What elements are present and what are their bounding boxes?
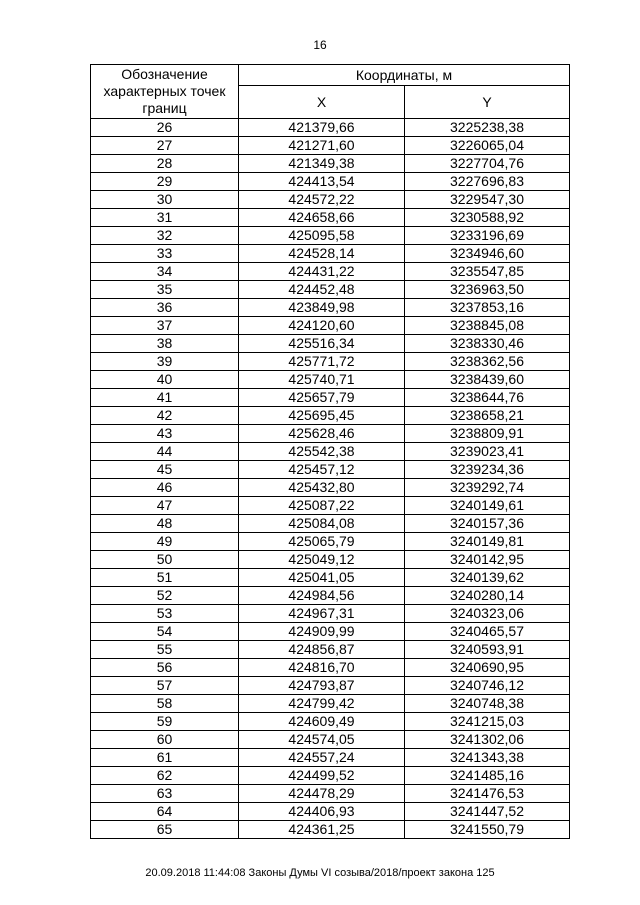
page-number: 16 bbox=[313, 38, 327, 52]
table-row bbox=[91, 407, 570, 425]
cell-y: 3227704,76 bbox=[405, 155, 570, 173]
cell-x: 425516,34 bbox=[239, 335, 405, 353]
table-row bbox=[91, 425, 570, 443]
cell-y: 3235547,85 bbox=[405, 263, 570, 281]
cell-x: 424361,25 bbox=[239, 821, 405, 839]
cell-x: 424799,42 bbox=[239, 695, 405, 713]
cell-x: 424406,93 bbox=[239, 803, 405, 821]
cell-x: 424572,22 bbox=[239, 191, 405, 209]
cell-y: 3229547,30 bbox=[405, 191, 570, 209]
cell-y: 3239292,74 bbox=[405, 479, 570, 497]
cell-y: 3240157,36 bbox=[405, 515, 570, 533]
cell-y: 3237853,16 bbox=[405, 299, 570, 317]
table-row bbox=[91, 227, 570, 245]
cell-point: 37 bbox=[91, 317, 239, 335]
table-row bbox=[91, 281, 570, 299]
cell-x: 425087,22 bbox=[239, 497, 405, 515]
table-row bbox=[91, 245, 570, 263]
table-row bbox=[91, 623, 570, 641]
cell-point: 46 bbox=[91, 479, 239, 497]
cell-x: 424120,60 bbox=[239, 317, 405, 335]
cell-x: 424967,31 bbox=[239, 605, 405, 623]
cell-y: 3241343,38 bbox=[405, 749, 570, 767]
cell-y: 3240149,81 bbox=[405, 533, 570, 551]
cell-point: 39 bbox=[91, 353, 239, 371]
cell-point: 44 bbox=[91, 443, 239, 461]
cell-y: 3241476,53 bbox=[405, 785, 570, 803]
table-row bbox=[91, 551, 570, 569]
cell-point: 63 bbox=[91, 785, 239, 803]
cell-point: 58 bbox=[91, 695, 239, 713]
cell-x: 421379,66 bbox=[239, 119, 405, 137]
cell-point: 47 bbox=[91, 497, 239, 515]
cell-point: 49 bbox=[91, 533, 239, 551]
table-row bbox=[91, 299, 570, 317]
cell-point: 50 bbox=[91, 551, 239, 569]
table-row bbox=[91, 443, 570, 461]
cell-y: 3226065,04 bbox=[405, 137, 570, 155]
cell-y: 3240139,62 bbox=[405, 569, 570, 587]
cell-y: 3238330,46 bbox=[405, 335, 570, 353]
table-row bbox=[91, 659, 570, 677]
cell-point: 62 bbox=[91, 767, 239, 785]
cell-x: 425542,38 bbox=[239, 443, 405, 461]
cell-x: 425432,80 bbox=[239, 479, 405, 497]
cell-y: 3241550,79 bbox=[405, 821, 570, 839]
cell-x: 424574,05 bbox=[239, 731, 405, 749]
cell-point: 54 bbox=[91, 623, 239, 641]
cell-x: 424413,54 bbox=[239, 173, 405, 191]
cell-point: 30 bbox=[91, 191, 239, 209]
cell-x: 424557,24 bbox=[239, 749, 405, 767]
cell-x: 424499,52 bbox=[239, 767, 405, 785]
cell-y: 3240746,12 bbox=[405, 677, 570, 695]
cell-y: 3241485,16 bbox=[405, 767, 570, 785]
table-body bbox=[91, 119, 570, 839]
table-row bbox=[91, 209, 570, 227]
cell-x: 425084,08 bbox=[239, 515, 405, 533]
header-x: X bbox=[239, 86, 405, 119]
table-row bbox=[91, 569, 570, 587]
cell-y: 3241447,52 bbox=[405, 803, 570, 821]
cell-x: 424431,22 bbox=[239, 263, 405, 281]
cell-y: 3238845,08 bbox=[405, 317, 570, 335]
cell-y: 3241302,06 bbox=[405, 731, 570, 749]
cell-y: 3238439,60 bbox=[405, 371, 570, 389]
cell-y: 3234946,60 bbox=[405, 245, 570, 263]
cell-y: 3230588,92 bbox=[405, 209, 570, 227]
table-row bbox=[91, 641, 570, 659]
cell-y: 3240748,38 bbox=[405, 695, 570, 713]
cell-point: 41 bbox=[91, 389, 239, 407]
document-footer: 20.09.2018 11:44:08 Законы Думы VI созыва/2018/проект закона 125 bbox=[145, 867, 495, 879]
cell-x: 424856,87 bbox=[239, 641, 405, 659]
cell-x: 421271,60 bbox=[239, 137, 405, 155]
cell-y: 3225238,38 bbox=[405, 119, 570, 137]
cell-point: 35 bbox=[91, 281, 239, 299]
table-row bbox=[91, 479, 570, 497]
cell-point: 36 bbox=[91, 299, 239, 317]
cell-x: 425095,58 bbox=[239, 227, 405, 245]
cell-y: 3238809,91 bbox=[405, 425, 570, 443]
cell-y: 3239234,36 bbox=[405, 461, 570, 479]
table-row bbox=[91, 785, 570, 803]
table-row bbox=[91, 713, 570, 731]
table-row bbox=[91, 515, 570, 533]
cell-x: 425457,12 bbox=[239, 461, 405, 479]
table-row bbox=[91, 497, 570, 515]
table-row bbox=[91, 191, 570, 209]
table-row bbox=[91, 767, 570, 785]
cell-point: 51 bbox=[91, 569, 239, 587]
table-row bbox=[91, 821, 570, 839]
cell-point: 59 bbox=[91, 713, 239, 731]
table-row bbox=[91, 263, 570, 281]
cell-y: 3240280,14 bbox=[405, 587, 570, 605]
cell-point: 48 bbox=[91, 515, 239, 533]
table-row bbox=[91, 389, 570, 407]
cell-point: 52 bbox=[91, 587, 239, 605]
table-row bbox=[91, 731, 570, 749]
table-row bbox=[91, 677, 570, 695]
table-row bbox=[91, 119, 570, 137]
cell-point: 38 bbox=[91, 335, 239, 353]
table-row bbox=[91, 587, 570, 605]
header-y: Y bbox=[405, 86, 570, 119]
header-coordinates: Координаты, м bbox=[239, 65, 570, 86]
cell-point: 28 bbox=[91, 155, 239, 173]
cell-point: 53 bbox=[91, 605, 239, 623]
cell-x: 424816,70 bbox=[239, 659, 405, 677]
cell-point: 31 bbox=[91, 209, 239, 227]
cell-point: 43 bbox=[91, 425, 239, 443]
cell-y: 3240593,91 bbox=[405, 641, 570, 659]
header-point-designation: Обозначение характерных точек границ bbox=[91, 65, 239, 119]
table-row bbox=[91, 353, 570, 371]
cell-x: 425657,79 bbox=[239, 389, 405, 407]
cell-x: 425049,12 bbox=[239, 551, 405, 569]
table-row bbox=[91, 155, 570, 173]
table-row bbox=[91, 461, 570, 479]
cell-point: 26 bbox=[91, 119, 239, 137]
cell-y: 3240142,95 bbox=[405, 551, 570, 569]
cell-x: 425628,46 bbox=[239, 425, 405, 443]
cell-x: 421349,38 bbox=[239, 155, 405, 173]
cell-x: 424793,87 bbox=[239, 677, 405, 695]
coordinates-table bbox=[90, 64, 570, 839]
cell-y: 3238644,76 bbox=[405, 389, 570, 407]
cell-point: 34 bbox=[91, 263, 239, 281]
table-row bbox=[91, 695, 570, 713]
cell-point: 33 bbox=[91, 245, 239, 263]
cell-y: 3240323,06 bbox=[405, 605, 570, 623]
table-header bbox=[91, 65, 570, 119]
cell-x: 424478,29 bbox=[239, 785, 405, 803]
cell-point: 60 bbox=[91, 731, 239, 749]
cell-x: 424528,14 bbox=[239, 245, 405, 263]
cell-y: 3240690,95 bbox=[405, 659, 570, 677]
cell-point: 32 bbox=[91, 227, 239, 245]
cell-point: 45 bbox=[91, 461, 239, 479]
table-row bbox=[91, 371, 570, 389]
cell-x: 423849,98 bbox=[239, 299, 405, 317]
cell-x: 424452,48 bbox=[239, 281, 405, 299]
cell-x: 424909,99 bbox=[239, 623, 405, 641]
cell-y: 3241215,03 bbox=[405, 713, 570, 731]
cell-y: 3233196,69 bbox=[405, 227, 570, 245]
cell-y: 3227696,83 bbox=[405, 173, 570, 191]
cell-point: 42 bbox=[91, 407, 239, 425]
cell-y: 3238362,56 bbox=[405, 353, 570, 371]
cell-x: 425065,79 bbox=[239, 533, 405, 551]
cell-point: 64 bbox=[91, 803, 239, 821]
cell-point: 57 bbox=[91, 677, 239, 695]
cell-x: 424658,66 bbox=[239, 209, 405, 227]
table-row bbox=[91, 605, 570, 623]
cell-point: 40 bbox=[91, 371, 239, 389]
cell-y: 3240149,61 bbox=[405, 497, 570, 515]
cell-point: 55 bbox=[91, 641, 239, 659]
table-row bbox=[91, 803, 570, 821]
cell-x: 424609,49 bbox=[239, 713, 405, 731]
cell-x: 425041,05 bbox=[239, 569, 405, 587]
cell-point: 61 bbox=[91, 749, 239, 767]
cell-y: 3239023,41 bbox=[405, 443, 570, 461]
cell-y: 3240465,57 bbox=[405, 623, 570, 641]
cell-point: 27 bbox=[91, 137, 239, 155]
table-row bbox=[91, 173, 570, 191]
table-row bbox=[91, 335, 570, 353]
cell-point: 65 bbox=[91, 821, 239, 839]
table-row bbox=[91, 137, 570, 155]
cell-y: 3238658,21 bbox=[405, 407, 570, 425]
cell-point: 56 bbox=[91, 659, 239, 677]
table-row bbox=[91, 533, 570, 551]
table-row bbox=[91, 317, 570, 335]
cell-x: 424984,56 bbox=[239, 587, 405, 605]
table-row bbox=[91, 749, 570, 767]
cell-x: 425740,71 bbox=[239, 371, 405, 389]
cell-x: 425695,45 bbox=[239, 407, 405, 425]
cell-y: 3236963,50 bbox=[405, 281, 570, 299]
cell-point: 29 bbox=[91, 173, 239, 191]
cell-x: 425771,72 bbox=[239, 353, 405, 371]
